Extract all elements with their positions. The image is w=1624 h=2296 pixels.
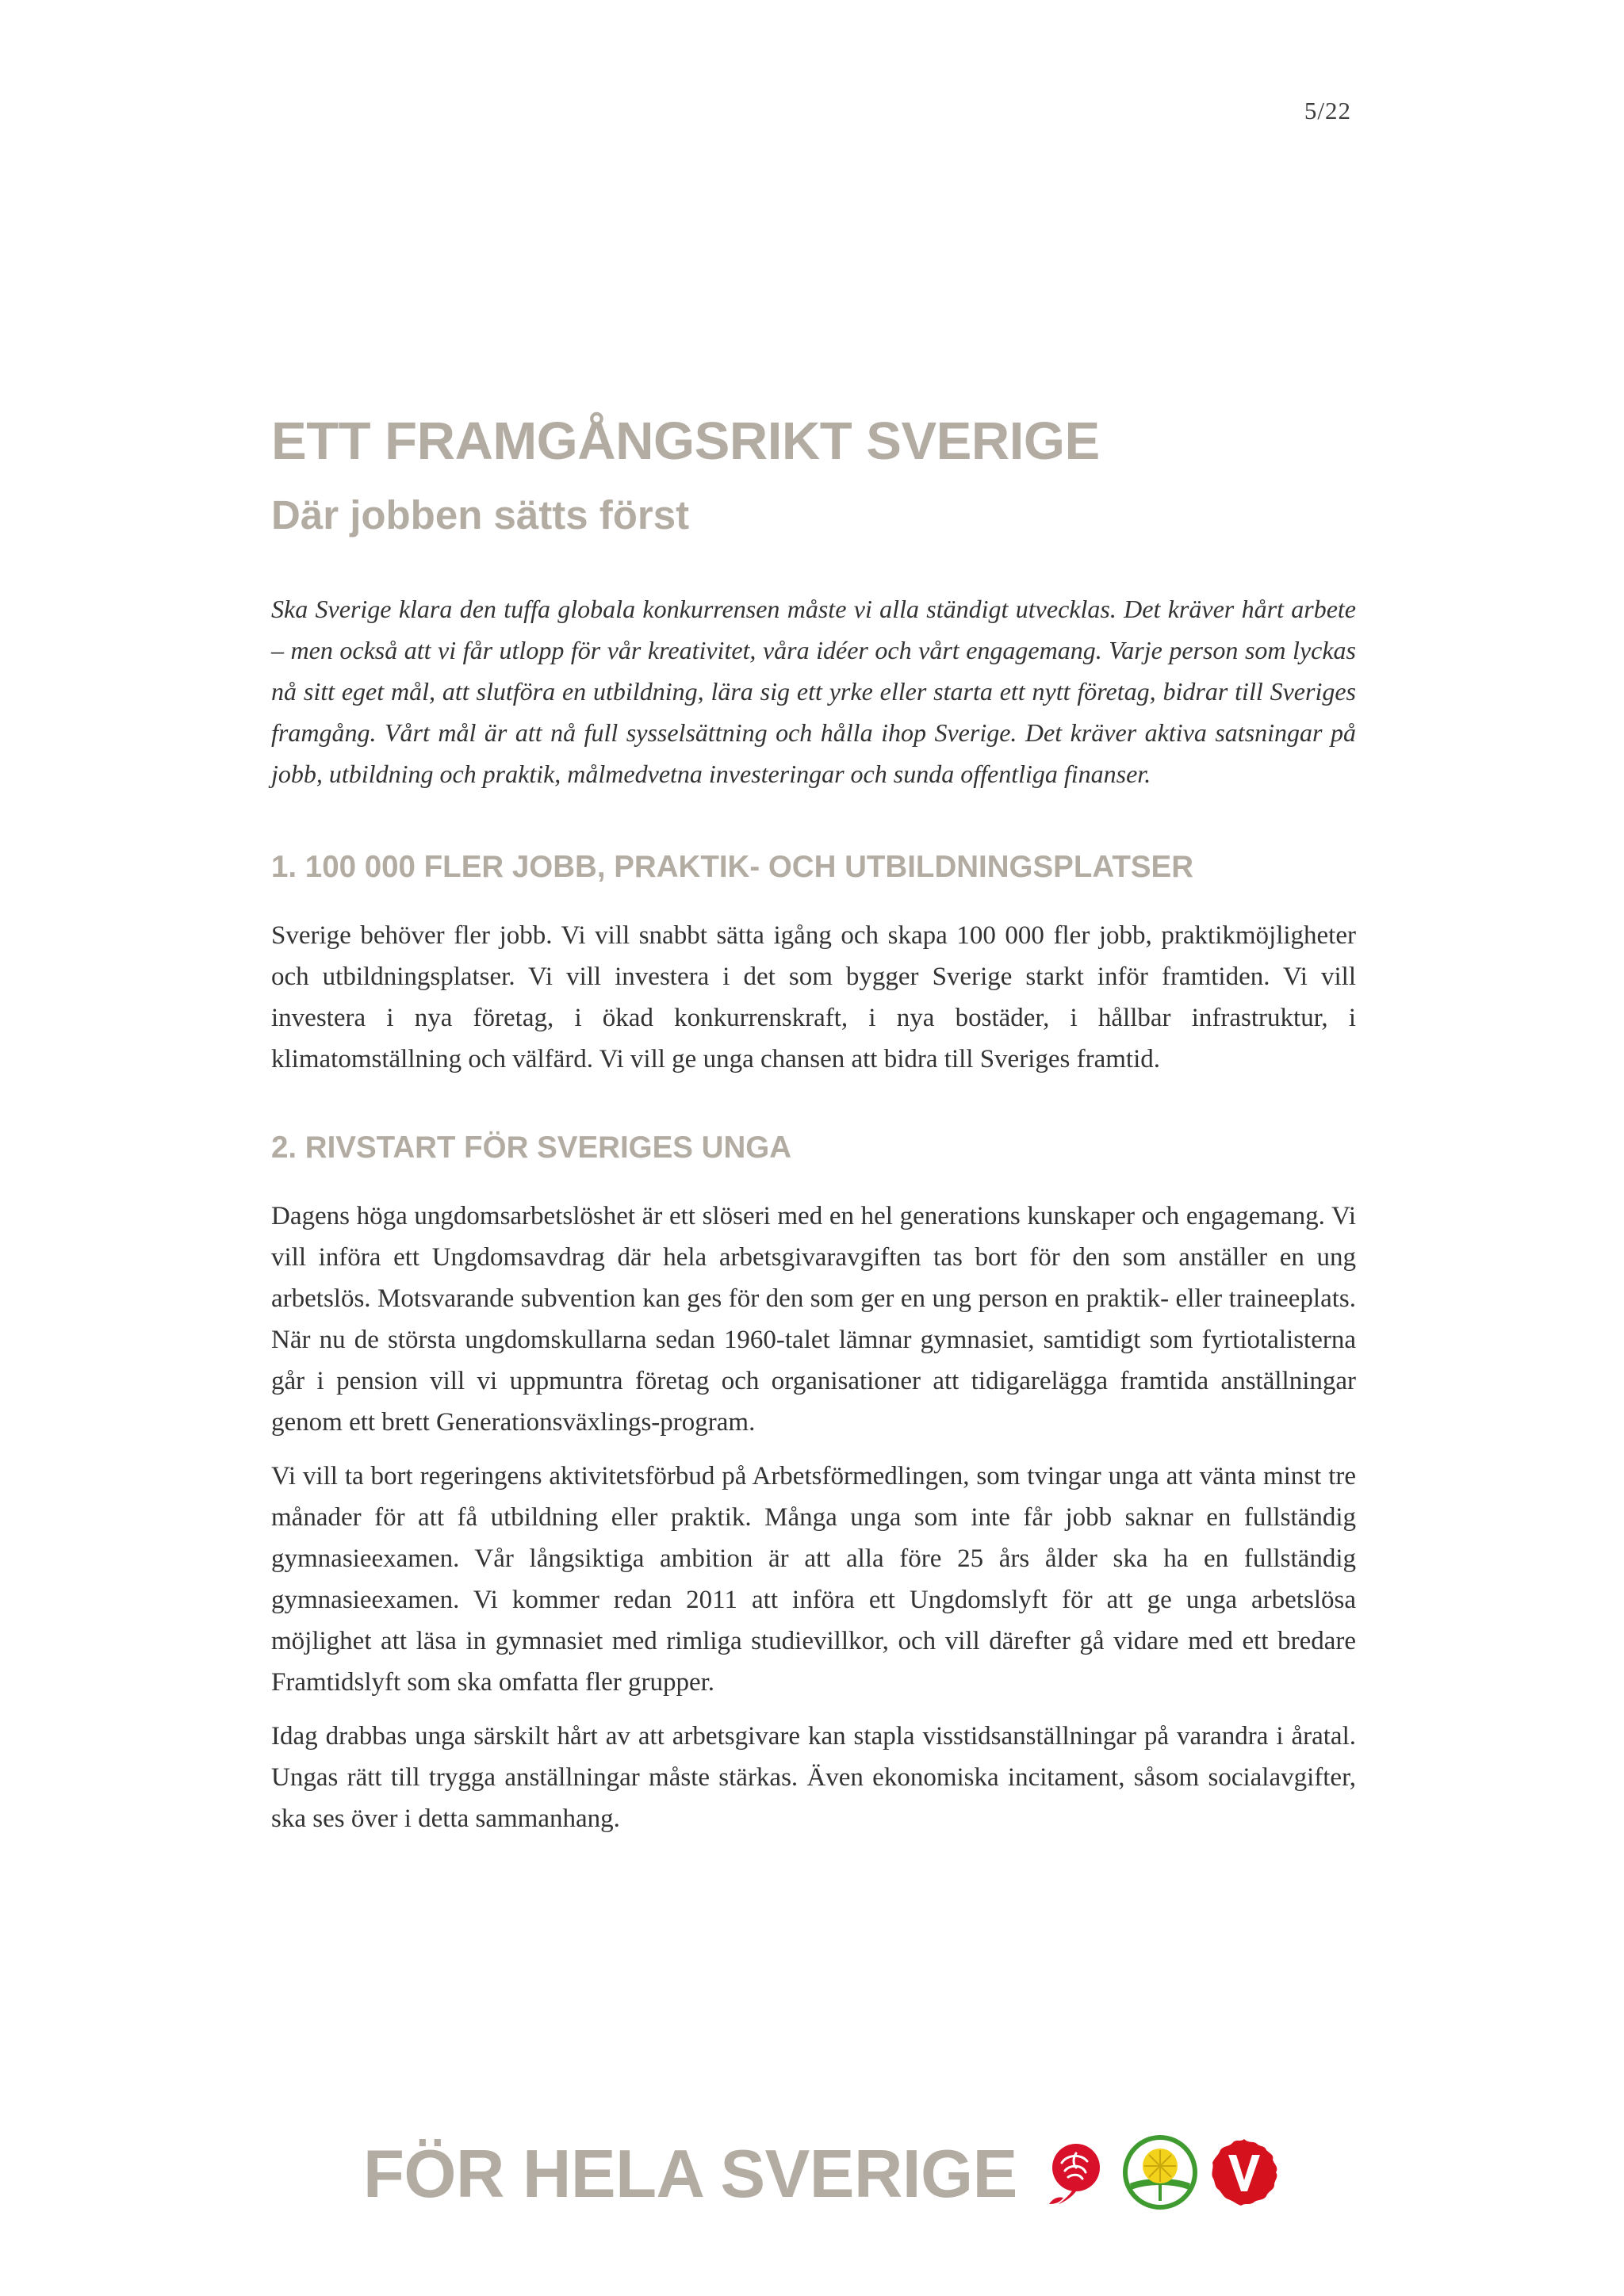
v-logo-icon [1208,2136,1281,2209]
dandelion-logo-icon [1122,2134,1198,2210]
rose-logo-icon [1040,2136,1113,2209]
party-logos [1040,2134,1290,2210]
footer-slogan: FÖR HELA SVERIGE [363,2137,1017,2212]
section-paragraph: Dagens höga ungdomsarbetslöshet är ett slöseri med en hel generations kunskaper och engagemang. Vi vill införa ett Ungdomsavdrag där hela arbetsgivaravgiften tas bort för den som anställer en ung arbetslös. Motsvarande subvention kan ges för den som ger en ung person en praktik- eller traineeplats. När nu de största ungdomskullarna sedan 1960-talet lämnar gymnasiet, samtidigt som fyrtiotalisterna går i pension vill vi uppmuntra företag och organisationer att tidigarelägga framtida anställningar genom ett brett Generationsväxlings-program. [271,1202,1356,1437]
page-title: ETT FRAMGÅNGSRIKT SVERIGE [271,411,1100,471]
page-number: 5/22 [1304,97,1351,124]
section-heading-jobs: 1. 100 000 FLER JOBB, PRAKTIK- OCH UTBILDNINGSPLATSER [271,850,1194,884]
section-heading-youth: 2. RIVSTART FÖR SVERIGES UNGA [271,1131,792,1165]
body-content [271,588,1356,1839]
footer [363,2136,1290,2214]
page-subtitle: Där jobben sätts först [271,492,690,538]
section-paragraph: Sverige behöver fler jobb. Vi vill snabbt sätta igång och skapa 100 000 fler jobb, praktikmöjligheter och utbildningsplatser. Vi vill investera i det som bygger Sverige starkt inför framtiden. Vi vill investera i nya företag, i ökad konkurrenskraft, i nya bostäder, i hållbar infrastruktur, i klimatomställning och välfärd. Vi vill ge unga chansen att bidra till Sveriges framtid. [271,921,1356,1073]
intro-paragraph: Ska Sverige klara den tuffa globala konkurrensen måste vi alla ständigt utvecklas. Det kräver hårt arbete – men också att vi får utlopp för vår kreativitet, våra idéer och vårt engagemang. Varje person som lyckas nå sitt eget mål, att slutföra en utbildning, lära sig ett yrke eller starta ett nytt företag, bidrar till Sveriges framgång. Vårt mål är att nå full sysselsättning och hålla ihop Sverige. Det kräver aktiva satsningar på jobb, utbildning och praktik, målmedvetna investeringar och sunda offentliga finanser. [271,595,1356,788]
section-paragraph: Idag drabbas unga särskilt hårt av att arbetsgivare kan stapla visstidsanställningar på varandra i åratal. Ungas rätt till trygga anställningar måste stärkas. Även ekonomiska incitament, såsom socialavgifter, ska ses över i detta sammanhang. [271,1722,1356,1833]
section-paragraph: Vi vill ta bort regeringens aktivitetsförbud på Arbetsförmedlingen, som tvingar unga att vänta minst tre månader för att få utbildning eller praktik. Många unga som inte får jobb saknar en fullständig gymnasieexamen. Vår långsiktiga ambition är att alla före 25 års ålder ska ha en fullständig gymnasieexamen. Vi kommer redan 2011 att införa ett Ungdomslyft för att ge unga arbetslösa möjlighet att läsa in gymnasiet med rimliga studievillkor, och vill därefter gå vidare med ett bredare Framtidslyft som ska omfatta fler grupper. [271,1462,1356,1697]
